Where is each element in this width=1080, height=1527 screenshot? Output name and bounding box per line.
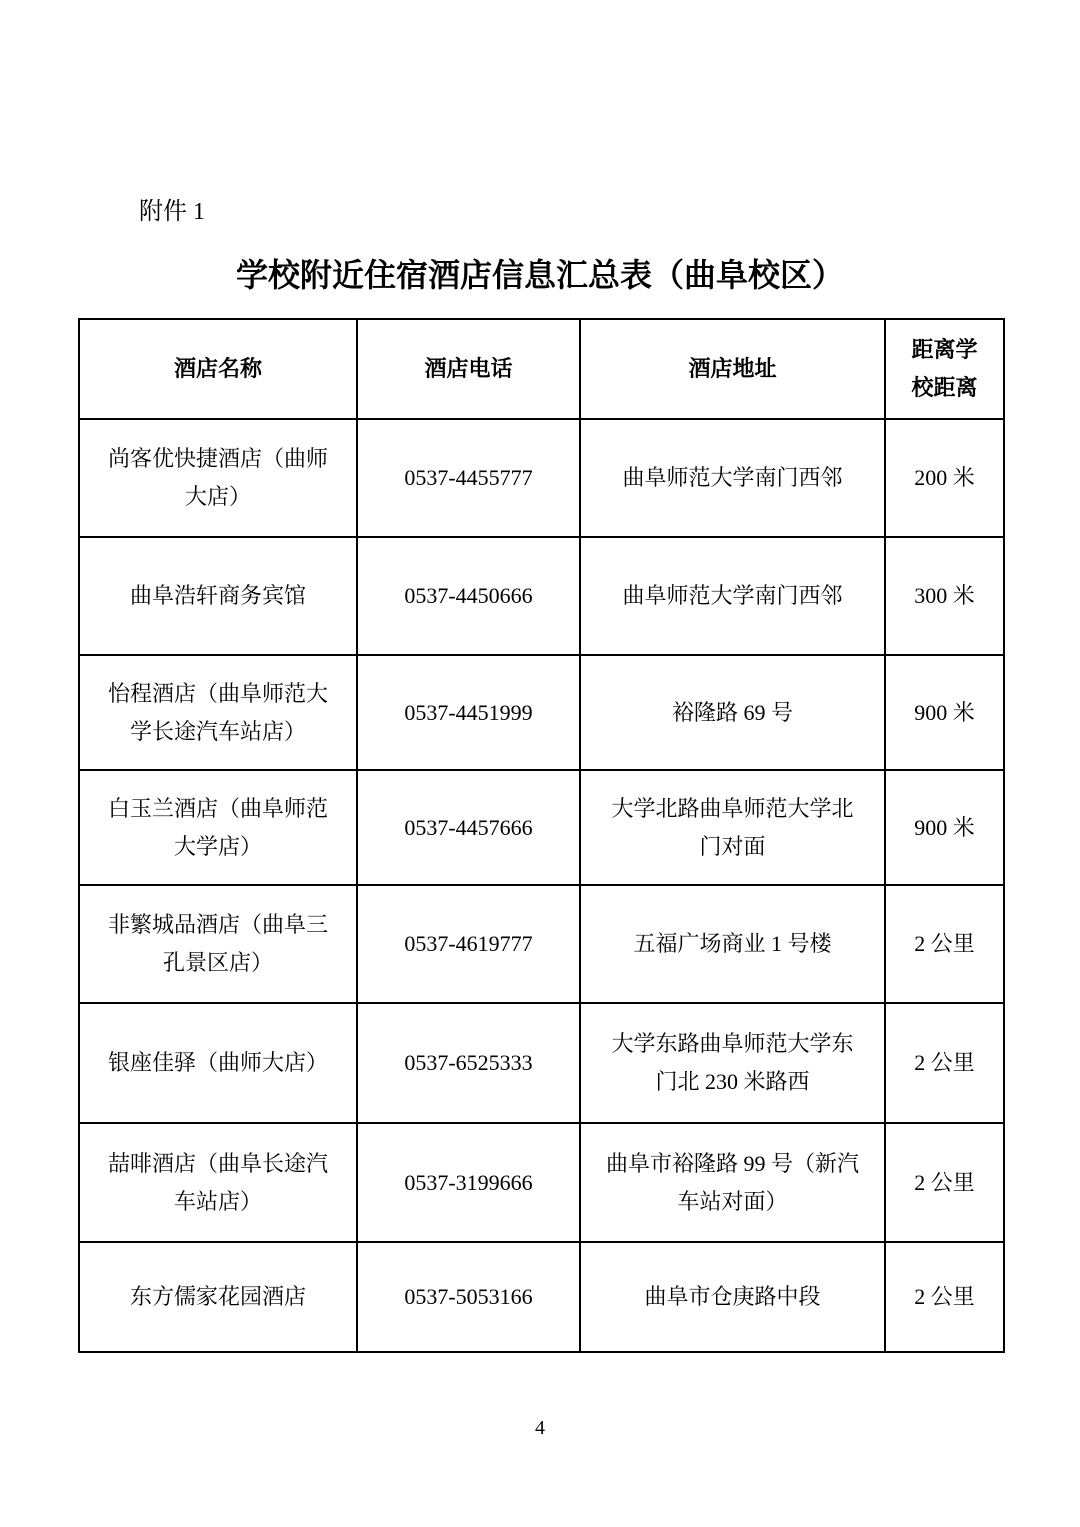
hotel-name-cell: 尚客优快捷酒店（曲师大店） xyxy=(79,419,357,537)
table-row xyxy=(79,1003,1004,1123)
hotel-name-cell: 曲阜浩轩商务宾馆 xyxy=(79,537,357,655)
col-header-hotel-name: 酒店名称 xyxy=(79,319,357,419)
hotel-address-cell: 曲阜师范大学南门西邻 xyxy=(580,419,885,537)
hotel-name-cell: 喆啡酒店（曲阜长途汽车站店） xyxy=(79,1123,357,1242)
distance-cell: 200 米 xyxy=(885,419,1004,537)
col-header-hotel-phone: 酒店电话 xyxy=(357,319,580,419)
hotel-phone-cell: 0537-4457666 xyxy=(357,770,580,885)
col-header-distance: 距离学校距离 xyxy=(885,319,1004,419)
hotel-address-cell: 大学东路曲阜师范大学东门北 230 米路西 xyxy=(580,1003,885,1123)
hotel-address-cell: 曲阜市裕隆路 99 号（新汽车站对面） xyxy=(580,1123,885,1242)
hotel-address-cell: 裕隆路 69 号 xyxy=(580,655,885,770)
hotel-address-cell: 曲阜市仓庚路中段 xyxy=(580,1242,885,1352)
hotel-phone-cell: 0537-5053166 xyxy=(357,1242,580,1352)
distance-cell: 2 公里 xyxy=(885,1123,1004,1242)
hotel-phone-cell: 0537-4619777 xyxy=(357,885,580,1003)
distance-cell: 900 米 xyxy=(885,655,1004,770)
distance-cell: 900 米 xyxy=(885,770,1004,885)
table-row xyxy=(79,419,1004,537)
hotel-phone-cell: 0537-6525333 xyxy=(357,1003,580,1123)
col-header-hotel-address: 酒店地址 xyxy=(580,319,885,419)
table-header-row xyxy=(79,319,1004,419)
hotel-name-cell: 怡程酒店（曲阜师范大学长途汽车站店） xyxy=(79,655,357,770)
table-row xyxy=(79,655,1004,770)
hotel-phone-cell: 0537-4455777 xyxy=(357,419,580,537)
page-title: 学校附近住宿酒店信息汇总表（曲阜校区） xyxy=(235,257,844,293)
table-row xyxy=(79,1123,1004,1242)
attachment-label: 附件 1 xyxy=(139,199,205,225)
table-row xyxy=(79,770,1004,885)
distance-cell: 2 公里 xyxy=(885,1003,1004,1123)
hotel-phone-cell: 0537-4450666 xyxy=(357,537,580,655)
distance-cell: 2 公里 xyxy=(885,885,1004,1003)
distance-cell: 2 公里 xyxy=(885,1242,1004,1352)
hotel-name-cell: 白玉兰酒店（曲阜师范大学店） xyxy=(79,770,357,885)
table-row xyxy=(79,1242,1004,1352)
hotel-phone-cell: 0537-3199666 xyxy=(357,1123,580,1242)
hotel-phone-cell: 0537-4451999 xyxy=(357,655,580,770)
hotel-address-cell: 五福广场商业 1 号楼 xyxy=(580,885,885,1003)
hotel-name-cell: 东方儒家花园酒店 xyxy=(79,1242,357,1352)
table-row xyxy=(79,537,1004,655)
table-row xyxy=(79,885,1004,1003)
hotel-address-cell: 曲阜师范大学南门西邻 xyxy=(580,537,885,655)
hotel-name-cell: 银座佳驿（曲师大店） xyxy=(79,1003,357,1123)
hotel-name-cell: 非繁城品酒店（曲阜三孔景区店） xyxy=(79,885,357,1003)
distance-cell: 300 米 xyxy=(885,537,1004,655)
hotel-info-table xyxy=(78,318,1005,1353)
hotel-address-cell: 大学北路曲阜师范大学北门对面 xyxy=(580,770,885,885)
page-number: 4 xyxy=(535,1417,545,1439)
